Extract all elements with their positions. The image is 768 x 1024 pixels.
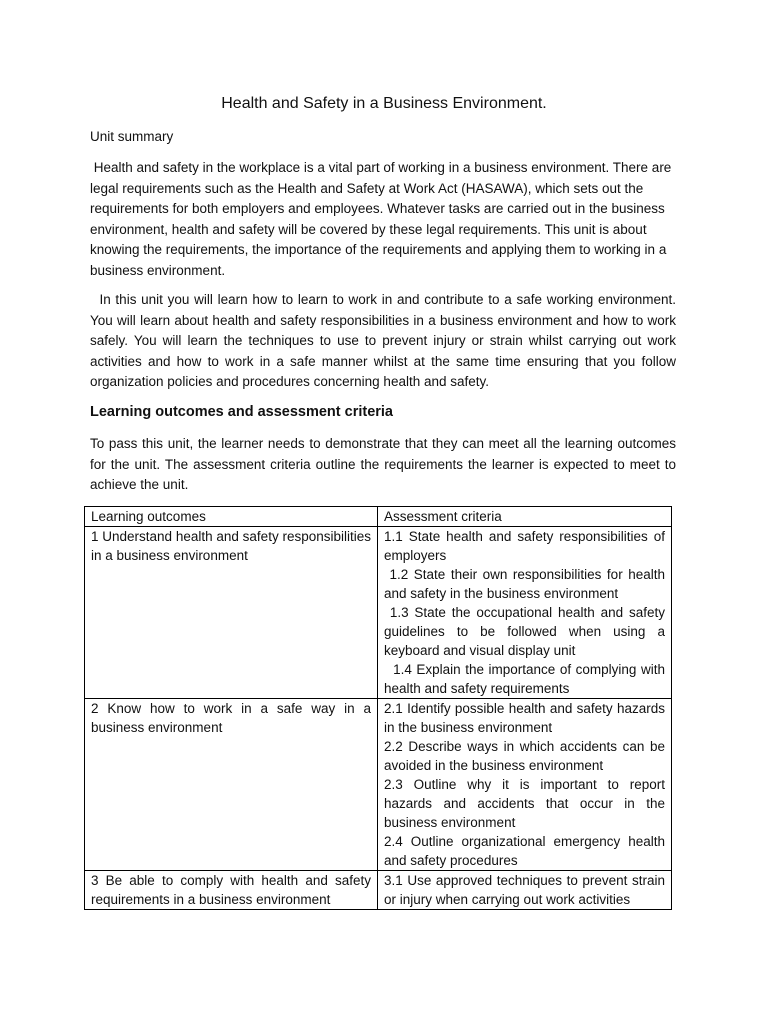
table-row [85, 527, 672, 699]
criterion-item: 1.2 State their own responsibilities for health and safety in the business environment [384, 567, 669, 601]
table-row [85, 871, 672, 910]
outcome-cell: 2 Know how to work in a safe way in a business environment [85, 699, 378, 871]
criterion-item: 1.3 State the occupational health and safety guidelines to be followed when using a keyboard and visual display unit [384, 605, 669, 658]
outcome-cell: 1 Understand health and safety responsibilities in a business environment [85, 527, 378, 699]
document-title: Health and Safety in a Business Environment. [221, 95, 547, 112]
outcome-cell: 3 Be able to comply with health and safety requirements in a business environment [85, 871, 378, 910]
criterion-item: 2.4 Outline organizational emergency health and safety procedures [384, 834, 665, 868]
table-row [85, 699, 672, 871]
criterion-item: 3.1 Use approved techniques to prevent strain or injury when carrying out work activities [384, 873, 665, 907]
criterion-item: 1.4 Explain the importance of complying with health and safety requirements [384, 662, 669, 696]
criteria-cell [378, 871, 672, 910]
section-heading: Learning outcomes and assessment criteria [90, 404, 393, 420]
outcomes-table [84, 506, 672, 910]
unit-summary-label: Unit summary [90, 129, 174, 144]
criteria-cell [378, 699, 672, 871]
header-assessment-criteria: Assessment criteria [378, 507, 672, 527]
criterion-item: 1.1 State health and safety responsibilities of employers [384, 529, 665, 563]
pass-criteria-paragraph: To pass this unit, the learner needs to demonstrate that they can meet all the learning outcomes for the unit. The assessment criteria outline the requirements the learner is expected to meet to achieve the unit. [90, 436, 676, 492]
criteria-cell [378, 527, 672, 699]
criterion-item: 2.3 Outline why it is important to report hazards and accidents that occur in the business environment [384, 777, 665, 830]
summary-paragraph-2: In this unit you will learn how to learn to work in and contribute to a safe working environment. You will learn about health and safety responsibilities in a business environment and how to work safely. You will learn the techniques to use to prevent injury or strain whilst carrying out work activities and how to work in a safe manner whilst at the same time ensuring that you follow organization policies and procedures concerning health and safety. [90, 292, 680, 389]
criterion-item: 2.2 Describe ways in which accidents can be avoided in the business environment [384, 739, 665, 773]
table-header-row [85, 507, 672, 527]
summary-paragraph-1: Health and safety in the workplace is a vital part of working in a business environment. There are legal requirements such as the Health and Safety at Work Act (HASAWA), which sets out the requirements for both employers and employees. Whatever tasks are carried out in the business environment, health and safety will be covered by these legal requirements. This unit is about knowing the requirements, the importance of the requirements and applying them to working in a business environment. [90, 160, 676, 278]
criterion-item: 2.1 Identify possible health and safety hazards in the business environment [384, 701, 665, 735]
header-learning-outcomes: Learning outcomes [85, 507, 378, 527]
